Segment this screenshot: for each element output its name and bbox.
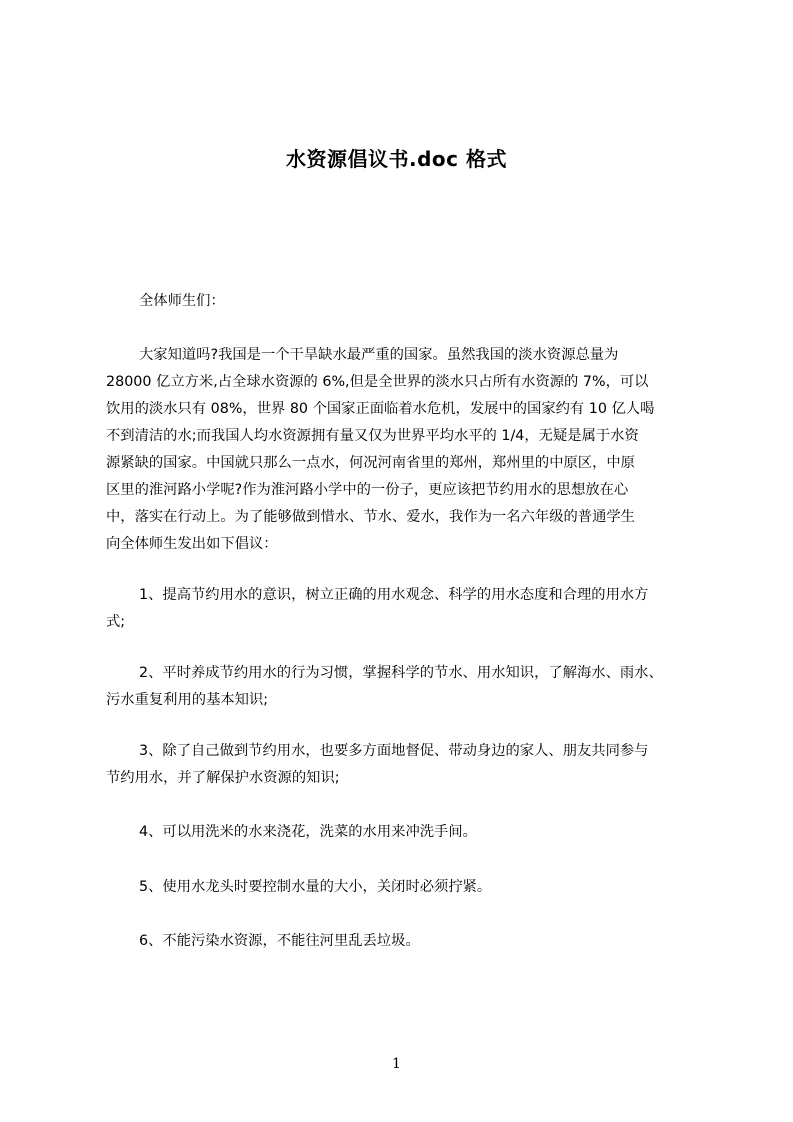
- intro-line: 源紧缺的国家。中国就只那么一点水，何况河南省里的郑州，郑州里的中原区，中原: [106, 455, 635, 471]
- proposal-line: 6、不能污染水资源，不能往河里乱丢垃圾。: [139, 933, 420, 949]
- salutation: 全体师生们：: [139, 293, 225, 309]
- intro-line: 向全体师生发出如下倡议：: [106, 536, 278, 552]
- proposal-line: 2、平时养成节约用水的行为习惯，掌握科学的节水、用水知识，了解海水、雨水、: [139, 665, 663, 681]
- page-number: 1: [392, 1056, 401, 1072]
- intro-line: 28000 亿立方米,占全球水资源的 6%,但是全世界的淡水只占所有水资源的 7%，可以: [106, 374, 649, 390]
- proposal-line: 1、提高节约用水的意识，树立正确的用水观念、科学的用水态度和合理的用水方: [139, 587, 649, 603]
- proposal-line: 节约用水，并了解保护水资源的知识;: [106, 770, 340, 786]
- intro-line: 大家知道吗?我国是一个干旱缺水最严重的国家。虽然我国的淡水资源总量为: [139, 347, 619, 363]
- proposal-line: 3、除了自己做到节约用水，也要多方面地督促、带动身边的家人、朋友共同参与: [139, 743, 649, 759]
- proposal-line: 4、可以用洗米的水来浇花，洗菜的水用来冲洗手间。: [139, 824, 477, 840]
- proposal-line: 污水重复利用的基本知识;: [106, 692, 269, 708]
- intro-line: 饮用的淡水只有 08%，世界 80 个国家正面临着水危机，发展中的国家约有 10 亿人喝: [106, 401, 655, 417]
- document-title: 水资源倡议书.doc 格式: [286, 147, 507, 171]
- intro-line: 中，落实在行动上。为了能够做到惜水、节水、爱水，我作为一名六年级的普通学生: [106, 509, 635, 525]
- intro-line: 不到清洁的水;而我国人均水资源拥有量又仅为世界平均水平的 1/4，无疑是属于水资: [106, 428, 639, 444]
- proposal-line: 式;: [106, 614, 126, 630]
- intro-line: 区里的淮河路小学呢?作为淮河路小学中的一份子，更应该把节约用水的思想放在心: [106, 482, 629, 498]
- proposal-line: 5、使用水龙头时要控制水量的大小，关闭时必须拧紧。: [139, 879, 492, 895]
